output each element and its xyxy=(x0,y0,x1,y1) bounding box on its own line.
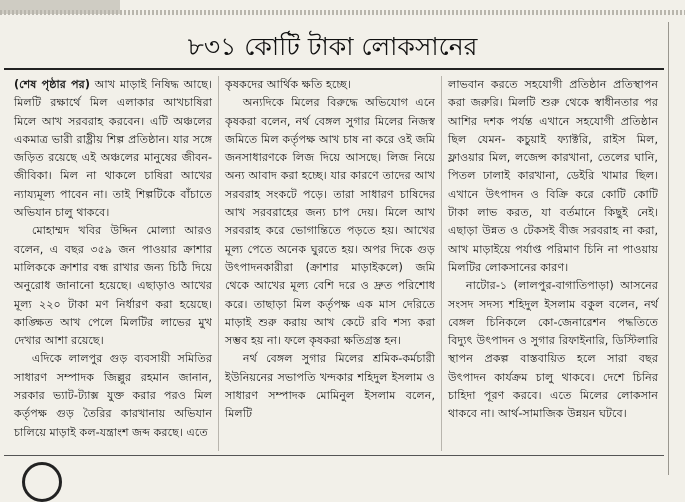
column-2 xyxy=(218,76,441,451)
paragraph xyxy=(14,76,212,222)
paragraph: এদিকে লালপুর গুড় ব্যবসায়ী সমিতির সাধারণ সম্পাদক জিল্লুর রহমান জানান, সরকার ভ্যাট-ট্যাক্স যুক্ত করার পরও মিল কর্তৃপক্ষ গুড় তৈরির কারখানায় অভিযান চালিয়ে মাড়াই কল-যন্ত্রাংশ জব্দ করছে। এতে xyxy=(14,352,212,439)
column-1 xyxy=(8,76,218,451)
headline: ৮৩১ কোটি টাকা লোকসানের xyxy=(187,32,478,61)
paragraph: কৃষকদের আর্থিক ক্ষতি হচ্ছে। xyxy=(225,78,351,91)
paragraph: মোহাম্মদ খবির উদ্দিন মোল্যা আরও বলেন, এ বছর ৩৫৯ জন পাওয়ার ক্রাশার মালিককে ক্রাশার বন্ধ রাখার জন্য চিঠি দিয়ে অনুরোধ জানানো হয়েছে। এছাড়াও আখের মূল্য ২২০ টাকা মণ নির্ধারণ করা হয়েছে। কাঙ্ক্ষিত আখ পেলে মিলটির লাভের মুখ দেখার আশা রয়েছে। xyxy=(14,224,212,348)
paragraph: অন্যদিকে মিলের বিরুদ্ধে অভিযোগ এনে কৃষকরা বলেন, নর্থ বেঙ্গল সুগার মিলের নিজস্ব জমিতে মিল কর্তৃপক্ষ আখ চাষ না করে ওই জমি জনসাধারণকে লিজ দিয়ে আসছে। লিজ নিয়ে অন্য আবাদ করা হচ্ছে। যার কারণে তাদের আখ সরবরাহ সংকটে পড়ে। তারা সাধারণ চাষিদের আখ সরবরাহের জন্য চাপ দেয়। মিলে আখ সরবরাহ করে ভোগান্তিতে পড়তে হয়। আখের মূল্য পেতে অনেক ঘুরতে হয়। অপর দিকে গুড় উৎপাদনকারীরা (ক্রাশার মাড়াইকলে) জমি থেকে আখের মূল্য বেশি দরে ও দ্রুত পরিশোধ করে। তাছাড়া মিল কর্তৃপক্ষ এক মাস দেরিতে মাড়াই শুরু করায় আখ কেটে রবি শস্য করা সম্ভব হয় না। ফলে কৃষকরা ক্ষতিগ্রস্ত হন। xyxy=(225,96,435,348)
footer-rule xyxy=(4,455,664,456)
paragraph: নর্থ বেঙ্গল সুগার মিলের শ্রমিক-কর্মচারী ইউনিয়নের সভাপতি খন্দকার শহিদুল ইসলাম ও সাধারণ সম্পাদক মোমিনুল ইসলাম বলেন, মিলটি xyxy=(225,352,435,421)
headline-rule xyxy=(4,68,664,70)
column-3 xyxy=(441,76,664,451)
paragraph-text: আখ মাড়াই নিষিদ্ধ আছে। মিলটি রক্ষার্থে মিল এলাকার আখচাষিরা মিলে আখ সরবরাহ করবেন। এটি অঞ্চলের একমাত্র ভারী রাষ্ট্রীয় শিল্প প্রতিষ্ঠান। যার সঙ্গে জড়িত রয়েছে এই অঞ্চলের মানুষের জীবন-জীবিকা। মিল না থাকলে চাষিরা আখের ন্যায্যমূল্য পাবেন না। তাই শিল্পটিকে বাঁচাতে অভিযান চালু থাকবে। xyxy=(14,78,213,220)
paragraph: নাটোর-১ (লালপুর-বাগাতিপাড়া) আসনের সংসদ সদস্য শহিদুল ইসলাম বকুল বলেন, নর্থ বেঙ্গল চিনিকলে কো-জেনারেশন পদ্ধতিতে বিদ্যুৎ উৎপাদন ও সুগার রিফাইনারি, ডিস্টিলারি স্থাপন প্রকল্প বাস্তবায়িত হলে সারা বছর উৎপাদন কার্যক্রম চালু থাকবে। দেশে চিনির চাহিদা পূরণ করবে। এতে মিলের লোকসান থাকবে না। আর্থ-সামাজিক উন্নয়ন ঘটবে। xyxy=(448,279,658,421)
article-body xyxy=(8,76,664,451)
header-rule xyxy=(0,10,685,15)
paragraph: লাভবান করতে সহযোগী প্রতিষ্ঠান প্রতিস্থাপন করা জরুরি। মিলটি শুরু থেকে স্বাধীনতার পর আশির দশক পর্যন্ত এখানে সহযোগী প্রতিষ্ঠান ছিল যেমন- কচুয়াই ফ্যাক্টরি, রাইস মিল, ফ্লাওয়ার মিল, লজেন্স কারখানা, তেলের ঘানি, পিতল ঢালাই কারখানা, ডেইরি খামার ছিল। এখানে উৎপাদন ও বিক্রি করে কোটি কোটি টাকা লাভ করত, যা বর্তমানে কিছুই নেই। এছাড়া উন্নত ও টেকসই বীজ সরবরাহ না করা, আখ মাড়াইয়ে পর্যাপ্ত পরিমাণ চিনি না পাওয়ায় মিলটির লোকসানের কারণ। xyxy=(448,78,658,274)
continued-marker: (শেষ পৃষ্ঠার পর) xyxy=(14,78,90,91)
circle-icon xyxy=(22,462,62,502)
